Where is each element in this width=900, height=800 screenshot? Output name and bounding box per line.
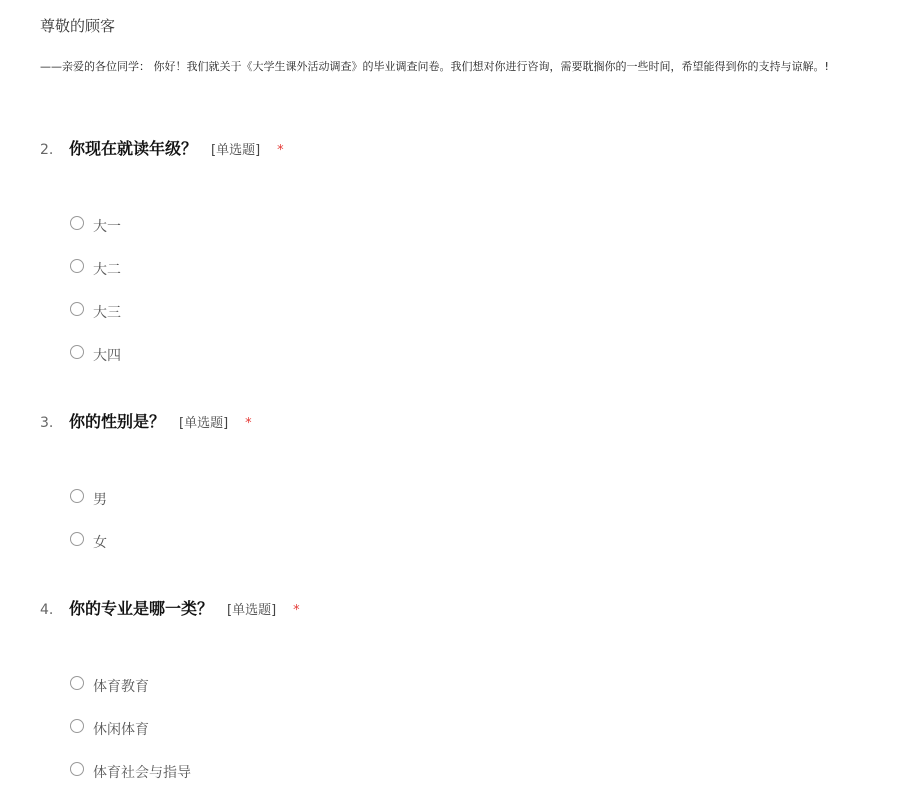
radio-unchecked-icon[interactable] (70, 719, 84, 733)
radio-unchecked-icon[interactable] (70, 216, 84, 230)
intro-text: ——亲爱的各位同学： 你好！我们就关于《大学生课外活动调查》的毕业调查问卷。我们想对你进行咨询，需要耽搁你的一些时间，希望能得到你的支持与谅解。! (40, 60, 829, 73)
required-mark: * (277, 143, 284, 158)
radio-unchecked-icon[interactable] (70, 345, 84, 359)
radio-unchecked-icon[interactable] (70, 532, 84, 546)
question-type-label: [单选题] (211, 143, 261, 158)
option-label: 大三 (93, 304, 121, 321)
option-gender-female[interactable] (70, 520, 107, 563)
question-header (40, 596, 900, 619)
option-grade-1[interactable] (70, 204, 121, 247)
question-number: 3. (40, 415, 54, 431)
option-grade-3[interactable] (70, 290, 121, 333)
question-title: 你的性别是？ (69, 412, 166, 431)
radio-unchecked-icon[interactable] (70, 676, 84, 690)
option-label: 大二 (93, 261, 121, 278)
option-grade-2[interactable] (70, 247, 121, 290)
option-gender-male[interactable] (70, 477, 107, 520)
greeting-text: 尊敬的顾客 (40, 17, 116, 35)
option-label: 男 (93, 491, 107, 508)
question-title: 你的专业是哪一类？ (69, 599, 214, 618)
question-major (40, 596, 900, 781)
option-major-leisure-sports[interactable] (70, 707, 191, 750)
question-gender (40, 409, 900, 551)
radio-unchecked-icon[interactable] (70, 489, 84, 503)
option-grade-4[interactable] (70, 333, 121, 376)
option-label: 体育教育 (93, 678, 149, 695)
radio-unchecked-icon[interactable] (70, 762, 84, 776)
option-major-social-sports[interactable] (70, 750, 191, 793)
question-header (40, 136, 900, 159)
options-list (70, 204, 121, 376)
question-grade (40, 136, 900, 364)
radio-unchecked-icon[interactable] (70, 302, 84, 316)
required-mark: * (293, 603, 300, 618)
option-label: 女 (93, 534, 107, 551)
options-list (70, 477, 107, 563)
question-type-label: [单选题] (227, 603, 277, 618)
option-major-pe-education[interactable] (70, 664, 191, 707)
option-label: 大一 (93, 218, 121, 235)
question-number: 4. (40, 602, 54, 618)
option-label: 大四 (93, 347, 121, 364)
question-header (40, 409, 900, 432)
question-type-label: [单选题] (179, 416, 229, 431)
option-label: 体育社会与指导 (93, 764, 191, 781)
option-label: 休闲体育 (93, 721, 149, 738)
radio-unchecked-icon[interactable] (70, 259, 84, 273)
question-title: 你现在就读年级？ (69, 139, 198, 158)
options-list (70, 664, 191, 793)
required-mark: * (245, 416, 252, 431)
question-number: 2. (40, 142, 54, 158)
